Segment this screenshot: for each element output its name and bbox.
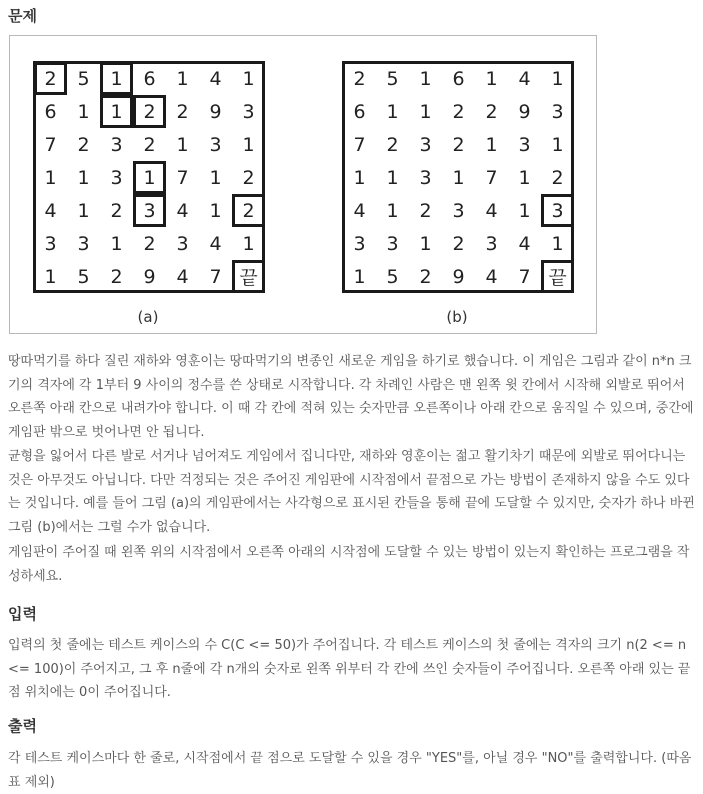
board-b-caption: (b) (446, 308, 468, 326)
board-cell: 1 (518, 199, 531, 222)
board-cell: 3 (386, 232, 399, 255)
board-cell: 1 (44, 265, 57, 288)
board-cell: 4 (44, 199, 57, 222)
board-cell: 9 (452, 265, 465, 288)
board-cell: 6 (143, 67, 156, 90)
board-cell: 3 (110, 133, 123, 156)
board-cell: 2 (143, 232, 156, 255)
board-cell: 1 (77, 166, 90, 189)
board-cell: 3 (541, 194, 574, 227)
board-cell: 1 (77, 100, 90, 123)
board-cell: 1 (386, 199, 399, 222)
board-cell: 4 (209, 232, 222, 255)
board-cell: 3 (452, 199, 465, 222)
board-cell: 2 (386, 133, 399, 156)
board-cell: 5 (386, 67, 399, 90)
board-cell: 2 (452, 232, 465, 255)
board-cell: 4 (176, 199, 189, 222)
problem-paragraph-1: 땅따먹기를 하다 질린 재하와 영훈이는 땅따먹기의 변종인 새로운 게임을 하기로 했습니다. 이 게임은 그림과 같이 n*n 크기의 격자에 각 1부터 9 사이의 정수를 쓴 상태로 시작합니다. 각 차례인 사람은 맨 왼쪽 윗 칸에서 시작해 외발로 뛰어서 오른쪽 아래 칸으로 내려가야 합니다. 이 때 각 칸에 적혀 있는 숫자만큼 오른쪽이나 아래 칸으로 움직일 수 있으며, 중간에 게임판 밖으로 벗어나면 안 됩니다. (8, 354, 694, 440)
board-cell: 4 (485, 265, 498, 288)
board-cell: 1 (419, 100, 432, 123)
board-cell: 2 (242, 166, 255, 189)
board-cell: 1 (518, 166, 531, 189)
board-cell: 9 (518, 100, 531, 123)
input-paragraph: 입력의 첫 줄에는 테스트 케이스의 수 C(C <= 50)가 주어집니다. 각 테스트 케이스의 첫 줄에는 격자의 크기 n(2 <= n <= 100)이 주어지고, 그 후 n줄에 각 n개의 숫자로 왼쪽 위부터 각 칸에 쓰인 숫자들이 주어집니다. 오른쪽 아래 있는 끝 점 위치에는 0이 주어집니다. (8, 638, 691, 700)
board-cell: 6 (452, 67, 465, 90)
board-cell: 2 (232, 194, 265, 227)
board-a (33, 61, 265, 293)
board-cell: 1 (353, 166, 366, 189)
board-cell: 3 (44, 232, 57, 255)
board-cell: 2 (551, 166, 564, 189)
board-cell: 2 (452, 100, 465, 123)
board-cell: 2 (419, 265, 432, 288)
board-cell: 6 (44, 100, 57, 123)
board-cell: 2 (133, 95, 166, 128)
board-cell: 1 (176, 133, 189, 156)
board-cell: 1 (242, 232, 255, 255)
board-cell: 7 (518, 265, 531, 288)
board-cell: 7 (485, 166, 498, 189)
board-cell: 끝 (232, 260, 265, 293)
board-cell: 3 (77, 232, 90, 255)
board-cell: 3 (419, 133, 432, 156)
problem-paragraph-2: 균형을 잃어서 다른 발로 서거나 넘어져도 게임에서 집니다만, 재하와 영훈이는 젊고 활기차기 때문에 외발로 뛰어다니는 것은 아무것도 아닙니다. 다만 걱정되는 것은 주어진 게임판에 시작점에서 끝점으로 가는 방법이 존재하지 않을 수도 있다는 것입니다. 예를 들어 그림 (a)의 게임판에서는 사각형으로 표시된 칸들을 통해 끝에 도달할 수 있지만, 숫자가 하나 바뀐 그림 (b)에서는 그럴 수가 없습니다. (8, 449, 695, 535)
board-cell: 3 (133, 194, 166, 227)
board-cell: 2 (452, 133, 465, 156)
board-cell: 3 (518, 133, 531, 156)
board-cell: 1 (242, 67, 255, 90)
board-b (342, 61, 574, 293)
board-cell: 4 (209, 67, 222, 90)
board-cell: 1 (452, 166, 465, 189)
board-cell: 1 (100, 95, 133, 128)
board-cell: 7 (176, 166, 189, 189)
board-cell: 1 (419, 67, 432, 90)
board-cell: 1 (485, 67, 498, 90)
board-cell: 1 (110, 232, 123, 255)
board-cell: 1 (386, 100, 399, 123)
board-cell: 3 (353, 232, 366, 255)
board-cell: 1 (44, 166, 57, 189)
board-cell: 2 (77, 133, 90, 156)
board-cell: 끝 (541, 260, 574, 293)
output-heading: 출력 (8, 717, 37, 735)
board-cell: 2 (34, 62, 67, 95)
board-cell: 1 (353, 265, 366, 288)
board-a-caption: (a) (137, 308, 159, 326)
board-cell: 1 (209, 166, 222, 189)
board-cell: 7 (353, 133, 366, 156)
board-cell: 2 (143, 133, 156, 156)
board-cell: 1 (133, 161, 166, 194)
board-cell: 1 (77, 199, 90, 222)
board-cell: 3 (110, 166, 123, 189)
board-cell: 5 (77, 67, 90, 90)
board-cell: 1 (242, 133, 255, 156)
board-cell: 1 (551, 232, 564, 255)
board-cell: 2 (353, 67, 366, 90)
board-cell: 1 (419, 232, 432, 255)
output-paragraph: 각 테스트 케이스마다 한 줄로, 시작점에서 끝 점으로 도달할 수 있을 경우 "YES"를, 아닐 경우 "NO"를 출력합니다. (따옴표 제외) (8, 751, 692, 790)
board-cell: 4 (518, 67, 531, 90)
board-cell: 9 (143, 265, 156, 288)
board-cell: 1 (386, 166, 399, 189)
board-cell: 2 (176, 100, 189, 123)
board-cell: 7 (209, 265, 222, 288)
board-cell: 4 (485, 199, 498, 222)
board-cell: 4 (353, 199, 366, 222)
board-cell: 5 (77, 265, 90, 288)
board-cell: 2 (110, 265, 123, 288)
board-cell: 9 (209, 100, 222, 123)
board-cell: 4 (176, 265, 189, 288)
board-cell: 1 (485, 133, 498, 156)
problem-heading: 문제 (8, 7, 37, 25)
board-cell: 3 (485, 232, 498, 255)
board-cell: 3 (209, 133, 222, 156)
board-cell: 2 (419, 199, 432, 222)
board-cell: 2 (485, 100, 498, 123)
board-cell: 1 (551, 67, 564, 90)
board-cell: 1 (100, 62, 133, 95)
board-cell: 1 (209, 199, 222, 222)
board-cell: 1 (176, 67, 189, 90)
board-cell: 6 (353, 100, 366, 123)
board-cell: 3 (551, 100, 564, 123)
board-cell: 3 (242, 100, 255, 123)
board-cell: 3 (176, 232, 189, 255)
problem-paragraph-3: 게임판이 주어질 때 왼쪽 위의 시작점에서 오른쪽 아래의 시작점에 도달할 수 있는 방법이 있는지 확인하는 프로그램을 작성하세요. (8, 545, 690, 584)
board-cell: 4 (518, 232, 531, 255)
board-cell: 5 (386, 265, 399, 288)
input-heading: 입력 (8, 605, 37, 623)
board-cell: 7 (44, 133, 57, 156)
game-board-figure (9, 35, 597, 334)
board-cell: 1 (551, 133, 564, 156)
board-cell: 3 (419, 166, 432, 189)
board-cell: 2 (110, 199, 123, 222)
